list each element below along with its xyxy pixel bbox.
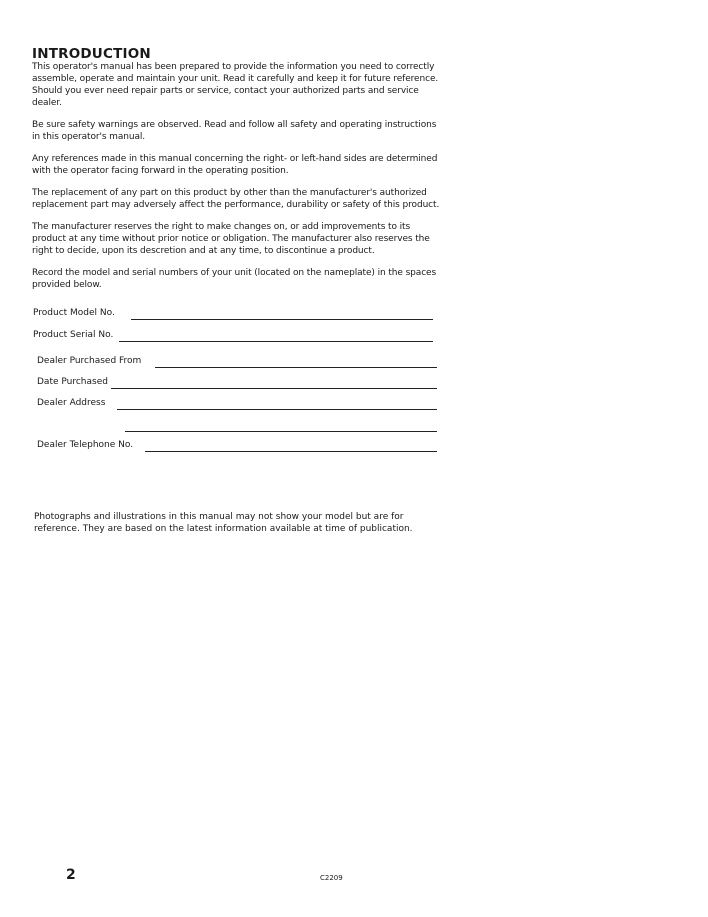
manufacturer-rights-paragraph: The manufacturer reserves the right to make changes on, or add improvements to its product at any time without prior notice or obligation. The manufacturer also reserves the right to decide, upon its descretion and at any time, to discontinue a product. xyxy=(32,222,430,256)
date-purchased-label: Date Purchased xyxy=(37,377,108,387)
product-model-line[interactable] xyxy=(131,319,433,320)
dealer-phone-line[interactable] xyxy=(145,451,437,452)
dealer-from-line[interactable] xyxy=(155,367,437,368)
document-code: C2209 xyxy=(320,874,343,882)
product-serial-field xyxy=(33,330,433,344)
dealer-address-line-2 xyxy=(37,420,437,434)
dealer-phone-label: Dealer Telephone No. xyxy=(37,440,134,450)
record-numbers-paragraph: Record the model and serial numbers of your unit (located on the nameplate) in the spaces provided below. xyxy=(32,268,437,290)
dealer-address-label: Dealer Address xyxy=(37,398,106,408)
dealer-from-field xyxy=(37,356,437,370)
safety-paragraph: Be sure safety warnings are observed. Read and follow all safety and operating instructions in this operator's manual. xyxy=(32,120,437,142)
dealer-phone-field xyxy=(37,440,437,454)
illustration-note: Photographs and illustrations in this manual may not show your model but are for reference. They are based on the latest information available at time of publication. xyxy=(34,512,413,534)
dealer-address-line[interactable] xyxy=(117,409,437,410)
product-model-label: Product Model No. xyxy=(33,308,115,318)
page-number: 2 xyxy=(66,867,76,883)
product-serial-line[interactable] xyxy=(119,341,433,342)
date-purchased-field xyxy=(37,377,437,391)
orientation-paragraph: Any references made in this manual concerning the right- or left-hand sides are determined with the operator facing forward in the operating position. xyxy=(32,154,438,176)
introduction-section xyxy=(32,47,442,291)
date-purchased-line[interactable] xyxy=(111,388,437,389)
replacement-parts-paragraph: The replacement of any part on this product by other than the manufacturer's authorized replacement part may adversely affect the performance, durability or safety of this product. xyxy=(32,188,440,210)
product-model-field xyxy=(33,308,433,322)
section-heading: INTRODUCTION xyxy=(32,46,151,62)
intro-paragraph: This operator's manual has been prepared to provide the information you need to correctly assemble, operate and maintain your unit. Read it carefully and keep it for future reference. Should you ever need repair parts or service, contact your authorized parts and service dealer. xyxy=(32,62,439,108)
dealer-address-second-line[interactable] xyxy=(125,431,437,432)
dealer-address-field xyxy=(37,398,437,412)
dealer-from-label: Dealer Purchased From xyxy=(37,356,142,366)
product-serial-label: Product Serial No. xyxy=(33,330,114,340)
